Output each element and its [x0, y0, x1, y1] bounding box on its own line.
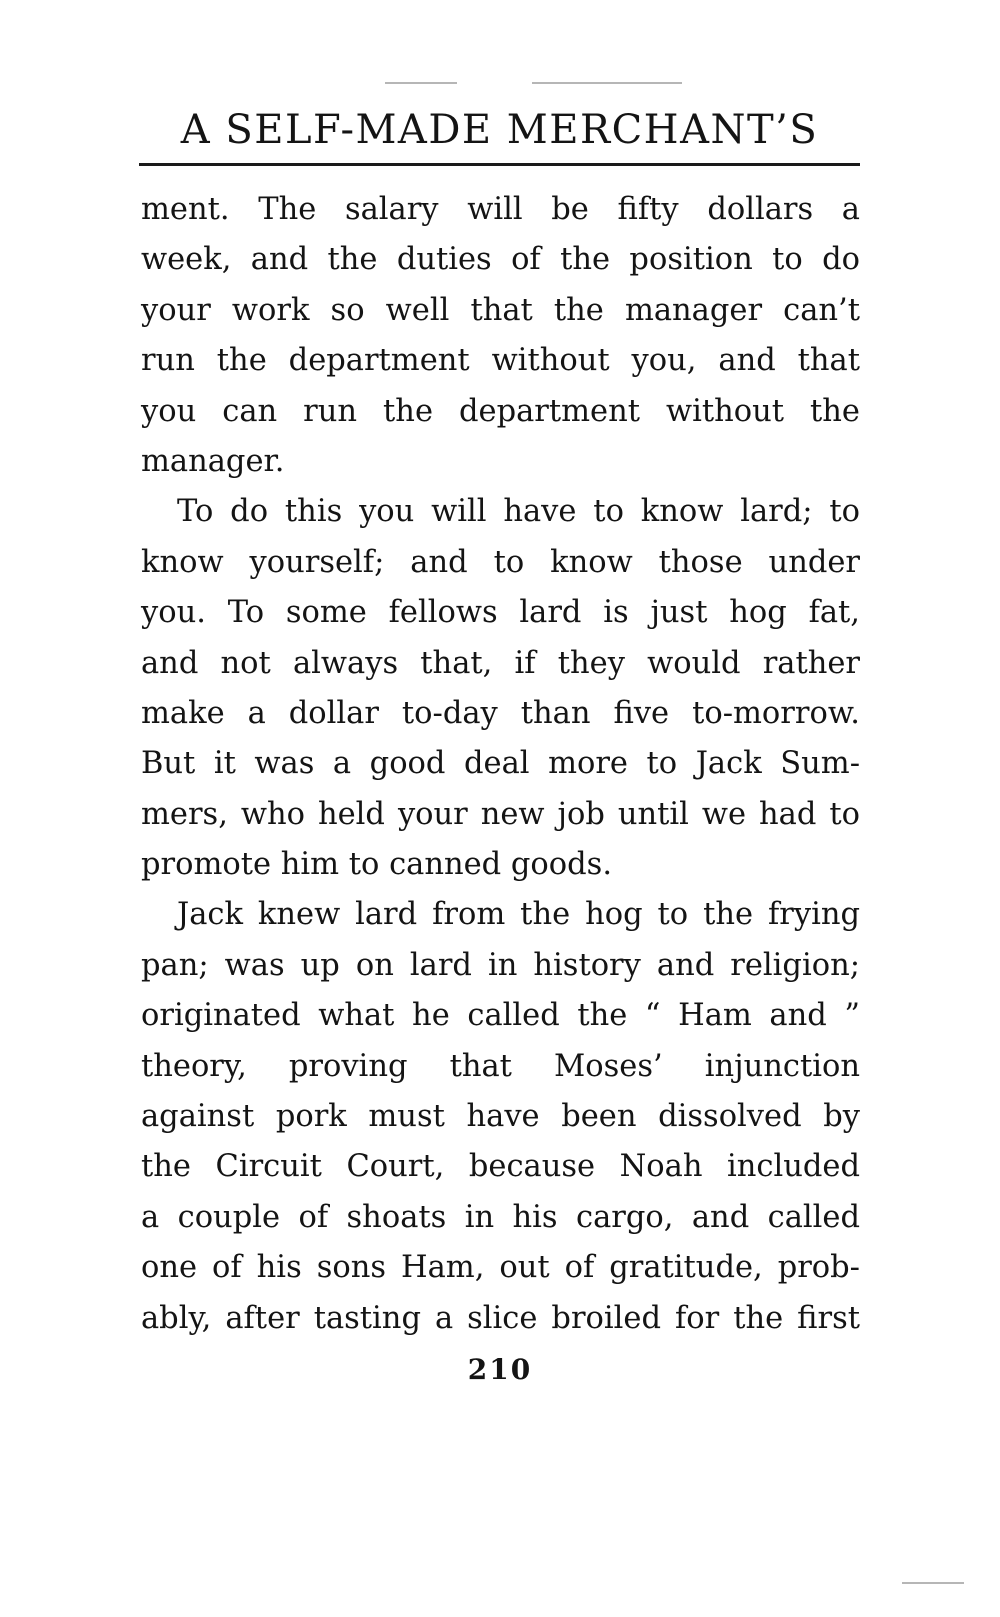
- text-line: a couple of shoats in his cargo, and called: [141, 1199, 860, 1235]
- text-line: make a dollar to-day than five to-morrow.: [141, 695, 860, 731]
- text-line: you. To some fellows lard is just hog fat,: [141, 595, 860, 631]
- page-number: 210: [467, 1353, 533, 1386]
- text-line: one of his sons Ham, out of gratitude, prob-: [141, 1250, 860, 1286]
- scan-artifact-right: [532, 82, 682, 84]
- header-rule: [139, 163, 860, 166]
- text-line: and not always that, if they would rather: [141, 645, 860, 681]
- body-text: [141, 185, 860, 1344]
- text-line: know yourself; and to know those under: [141, 544, 860, 580]
- text-line: run the department without you, and that: [141, 343, 860, 379]
- scan-artifact-corner: [902, 1582, 964, 1584]
- running-head: A SELF-MADE MERCHANT’S: [180, 107, 819, 153]
- text-line: Jack knew lard from the hog to the frying: [177, 897, 860, 933]
- text-line: your work so well that the manager can’t: [141, 292, 860, 328]
- text-line: But it was a good deal more to Jack Sum-: [141, 746, 860, 782]
- text-line: against pork must have been dissolved by: [141, 1099, 860, 1135]
- text-line: you can run the department without the: [141, 393, 860, 429]
- text-line: manager.: [141, 443, 285, 479]
- text-line: ably, after tasting a slice broiled for the first: [141, 1300, 860, 1336]
- text-line: To do this you will have to know lard; to: [177, 494, 860, 530]
- text-line: originated what he called the “ Ham and ”: [141, 998, 860, 1034]
- text-line: pan; was up on lard in history and religion;: [141, 947, 860, 983]
- text-line: ment. The salary will be fifty dollars a: [141, 192, 860, 227]
- text-line: mers, who held your new job until we had to: [141, 796, 860, 832]
- text-line: the Circuit Court, because Noah included: [141, 1149, 860, 1185]
- text-line: promote him to canned goods.: [141, 847, 613, 883]
- scan-artifact-left: [385, 82, 457, 84]
- text-line: week, and the duties of the position to do: [141, 242, 860, 278]
- text-line: theory, proving that Moses’ injunction: [141, 1048, 860, 1084]
